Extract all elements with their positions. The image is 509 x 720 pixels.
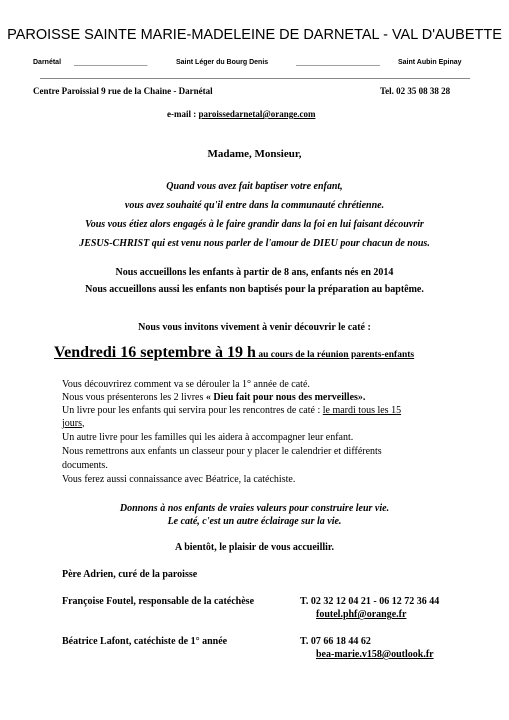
detail-line: Un autre livre pour les familles qui les aidera à accompagner leur enfant. (62, 432, 354, 443)
parish-phone: Tel. 02 35 08 38 28 (380, 86, 451, 96)
priest-signature: Père Adrien, curé de la paroisse (62, 569, 198, 580)
separator-line: ________________________ (296, 59, 380, 67)
books-title: « Dieu fait pour nous des merveilles». (205, 392, 366, 403)
invitation: Nous vous invitons vivement à venir découvrir le caté : (138, 322, 371, 333)
schedule-text-cont: jours (62, 418, 82, 429)
detail-line: Nous remettrons aux enfants un classeur pour y placer le calendrier et différents (62, 446, 382, 457)
values-line: Le caté, c'est un autre éclairage sur la vie. (167, 516, 342, 527)
detail-text: Nous vous présenterons les 2 livres (62, 392, 206, 403)
welcome-line: Nous accueillons les enfants à partir de 8 ans, enfants nés en 2014 (115, 267, 394, 278)
separator-line: _____________________ (74, 59, 148, 67)
event-suffix: au cours de la réunion parents-enfants (255, 350, 415, 360)
detail-line: Vous ferez aussi connaissance avec Béatrice, la catéchiste. (62, 474, 296, 485)
welcome-line: Nous accueillons aussi les enfants non baptisés pour la préparation au baptême. (85, 284, 424, 295)
beatrice-name: Béatrice Lafont, catéchiste de 1° année (62, 636, 228, 647)
parish-saint-aubin: Saint Aubin Epinay (398, 59, 462, 66)
francoise-name: Françoise Foutel, responsable de la catéchèse (62, 596, 255, 607)
parish-saint-leger: Saint Léger du Bourg Denis (176, 59, 269, 66)
intro-line: vous avez souhaité qu'il entre dans la communauté chrétienne. (124, 200, 385, 211)
detail-line: Vous découvrirez comment va se dérouler la 1° année de caté. (62, 379, 310, 390)
email-link[interactable]: paroissedarnetal@orange.com (198, 109, 316, 119)
detail-line (62, 418, 85, 429)
beatrice-email[interactable]: bea-marie.v158@outlook.fr (316, 649, 434, 660)
closing: A bientôt, le plaisir de vous accueillir. (175, 542, 334, 553)
event-line (54, 344, 414, 362)
schedule-text: le mardi tous les 15 (322, 405, 402, 416)
parish-center-address: Centre Paroissial 9 rue de la Chaine - Darnétal (33, 86, 213, 96)
values-line: Donnons à nos enfants de vraies valeurs pour construire leur vie. (119, 503, 390, 514)
parish-darnetal: Darnétal (33, 59, 62, 66)
intro-line: Quand vous avez fait baptiser votre enfant, (166, 181, 343, 192)
beatrice-phone: T. 07 66 18 44 62 (300, 636, 371, 647)
intro-line: JESUS-CHRIST qui est venu nous parler de l'amour de DIEU pour chacun de nous. (79, 238, 430, 249)
email-line (167, 109, 315, 119)
detail-line: documents. (62, 460, 108, 471)
intro-line: Vous vous étiez alors engagés à le faire grandir dans la foi en lui faisant découvrir (85, 219, 424, 230)
parish-title: PAROISSE SAINTE MARIE-MADELEINE DE DARNETAL - VAL D'AUBETTE (7, 27, 502, 43)
francoise-email[interactable]: foutel.phf@orange.fr (316, 609, 407, 620)
detail-text: Un livre pour les enfants qui servira pour les rencontres de caté : (62, 405, 323, 416)
email-label: e-mail : (167, 109, 199, 119)
salutation: Madame, Monsieur, (207, 148, 302, 160)
francoise-phone: T. 02 32 12 04 21 - 06 12 72 36 44 (300, 596, 440, 607)
detail-comma: , (82, 418, 85, 429)
detail-line (62, 405, 401, 416)
header-rule (40, 78, 470, 79)
event-date: Vendredi 16 septembre à 19 h (54, 344, 256, 361)
detail-line (62, 392, 365, 403)
